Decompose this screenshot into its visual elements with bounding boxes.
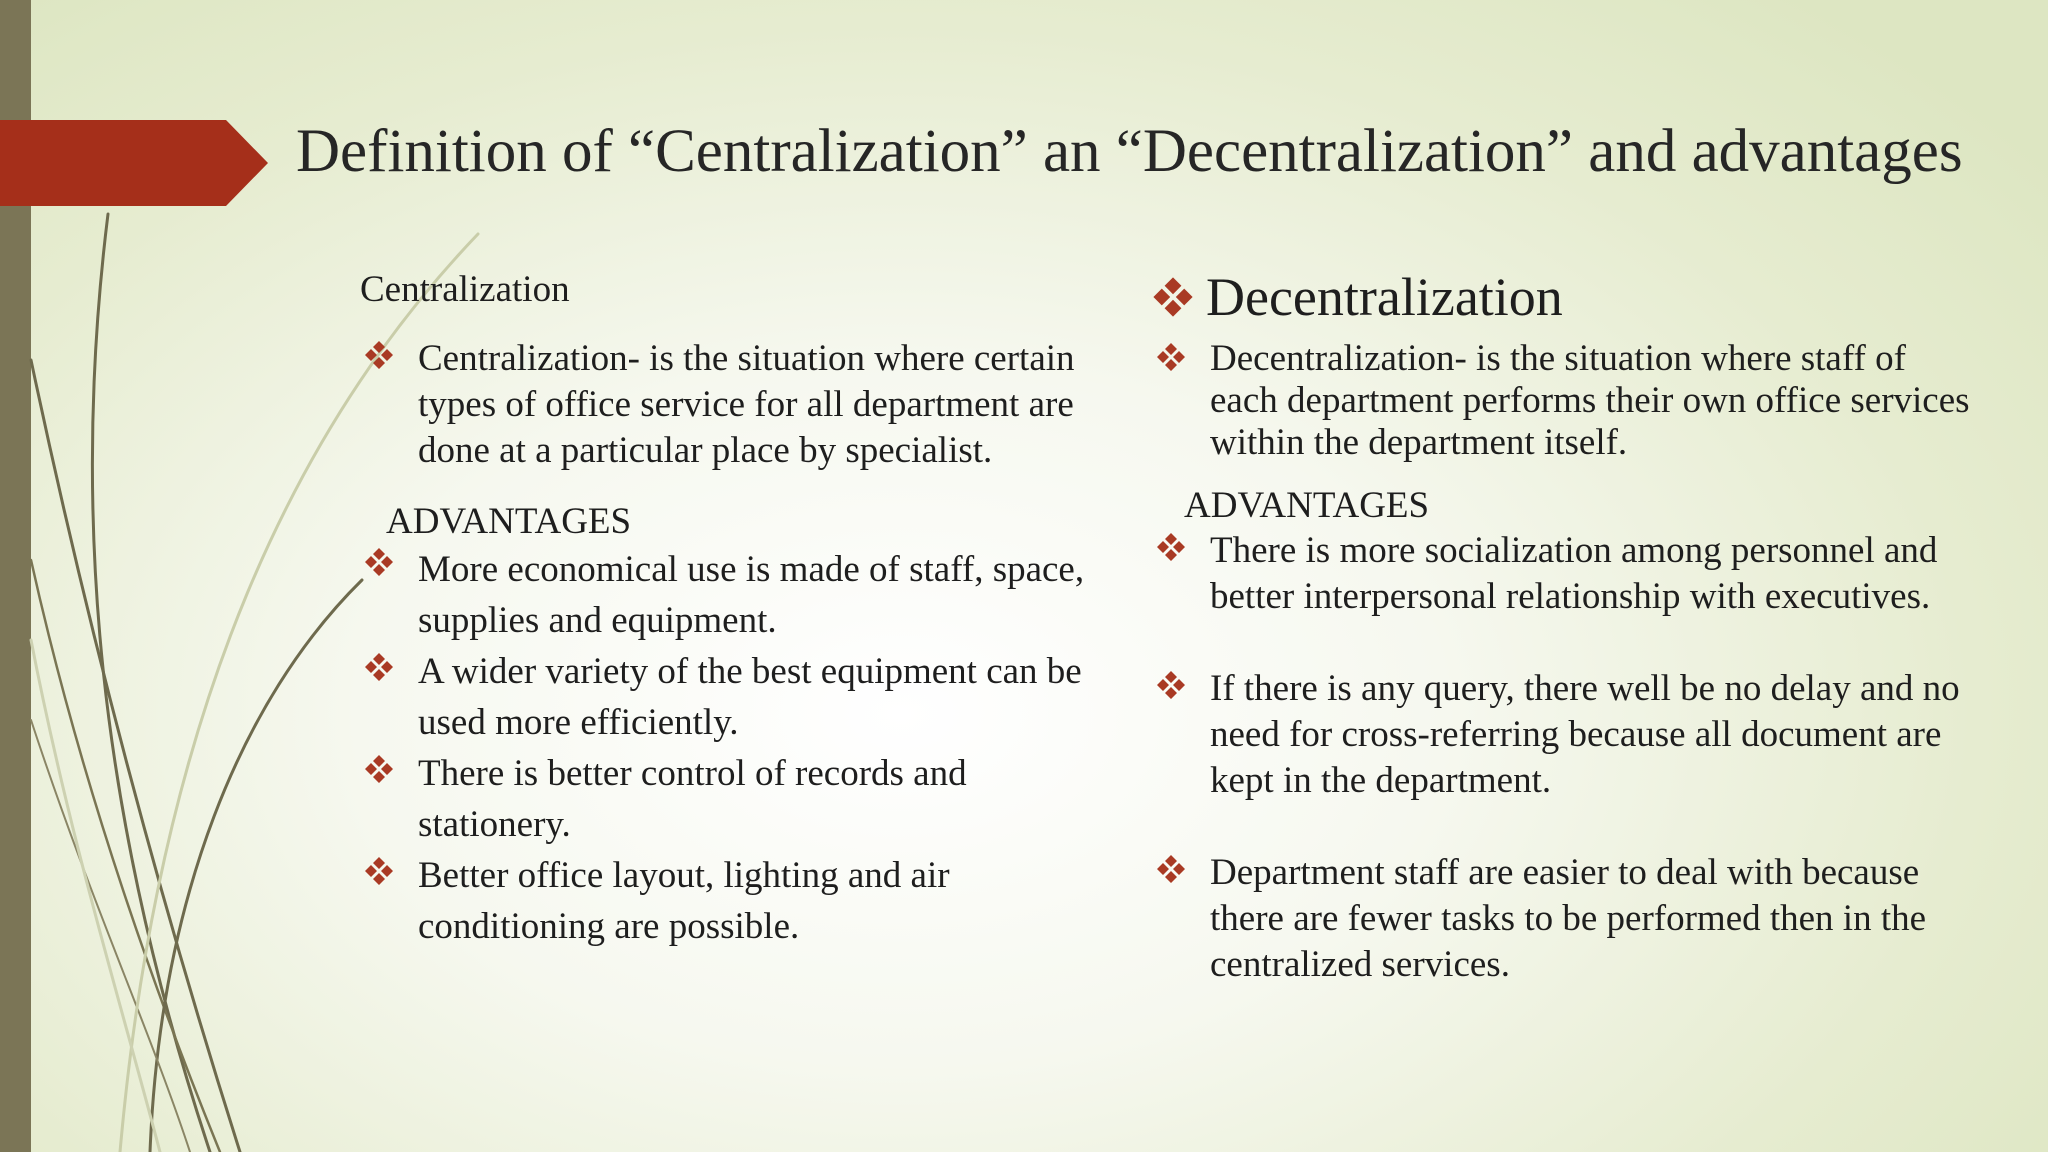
- centralization-definition-text: Centralization- is the situation where certain types of office service for all department are done at a particular place by specialist.: [418, 338, 1075, 471]
- four-diamond-bullet-icon: [364, 652, 394, 682]
- list-item: [360, 748, 1120, 850]
- list-item: [1152, 666, 1982, 804]
- list-item-text: If there is any query, there well be no delay and no need for cross-referring because all document are kept in the department.: [1210, 668, 1960, 801]
- decentralization-heading-text: Decentralization: [1206, 267, 1563, 327]
- four-diamond-bullet-icon: [364, 340, 394, 370]
- list-item: [1152, 850, 1982, 988]
- four-diamond-bullet-icon: [1156, 532, 1186, 562]
- four-diamond-bullet-icon: [1156, 342, 1186, 372]
- centralization-advantages-label: ADVANTAGES: [386, 501, 632, 542]
- list-item: [360, 646, 1120, 748]
- centralization-heading: Centralization: [360, 269, 570, 310]
- decentralization-definition: [1152, 338, 1982, 464]
- list-item: [360, 544, 1120, 646]
- four-diamond-bullet-icon: [1152, 276, 1194, 318]
- four-diamond-bullet-icon: [364, 547, 394, 577]
- list-item-text: Better office layout, lighting and air conditioning are possible.: [418, 855, 950, 947]
- decentralization-heading: [1152, 262, 1982, 332]
- decentralization-definition-text: Decentralization- is the situation where staff of each department performs their own office services within the department itself.: [1210, 338, 1970, 463]
- centralization-column: [360, 268, 1120, 952]
- list-item-text: A wider variety of the best equipment can be used more efficiently.: [418, 651, 1082, 743]
- list-item-text: Department staff are easier to deal with because there are fewer tasks to be performed then in the centralized services.: [1210, 852, 1927, 985]
- centralization-definition: [360, 336, 1120, 474]
- list-item: [1152, 528, 1982, 620]
- list-item-text: There is more socialization among personnel and better interpersonal relationship with executives.: [1210, 530, 1938, 617]
- list-item: [360, 850, 1120, 952]
- arrow-tab-icon: [0, 120, 270, 206]
- four-diamond-bullet-icon: [1156, 670, 1186, 700]
- list-item-text: More economical use is made of staff, space, supplies and equipment.: [418, 549, 1085, 641]
- decentralization-column: [1152, 262, 1982, 988]
- slide-title: Definition of “Centralization” an “Decentralization” and advantages: [296, 118, 1963, 185]
- four-diamond-bullet-icon: [364, 856, 394, 886]
- list-item-text: There is better control of records and stationery.: [418, 753, 967, 845]
- decentralization-advantages-label: ADVANTAGES: [1184, 485, 1430, 526]
- four-diamond-bullet-icon: [364, 754, 394, 784]
- four-diamond-bullet-icon: [1156, 854, 1186, 884]
